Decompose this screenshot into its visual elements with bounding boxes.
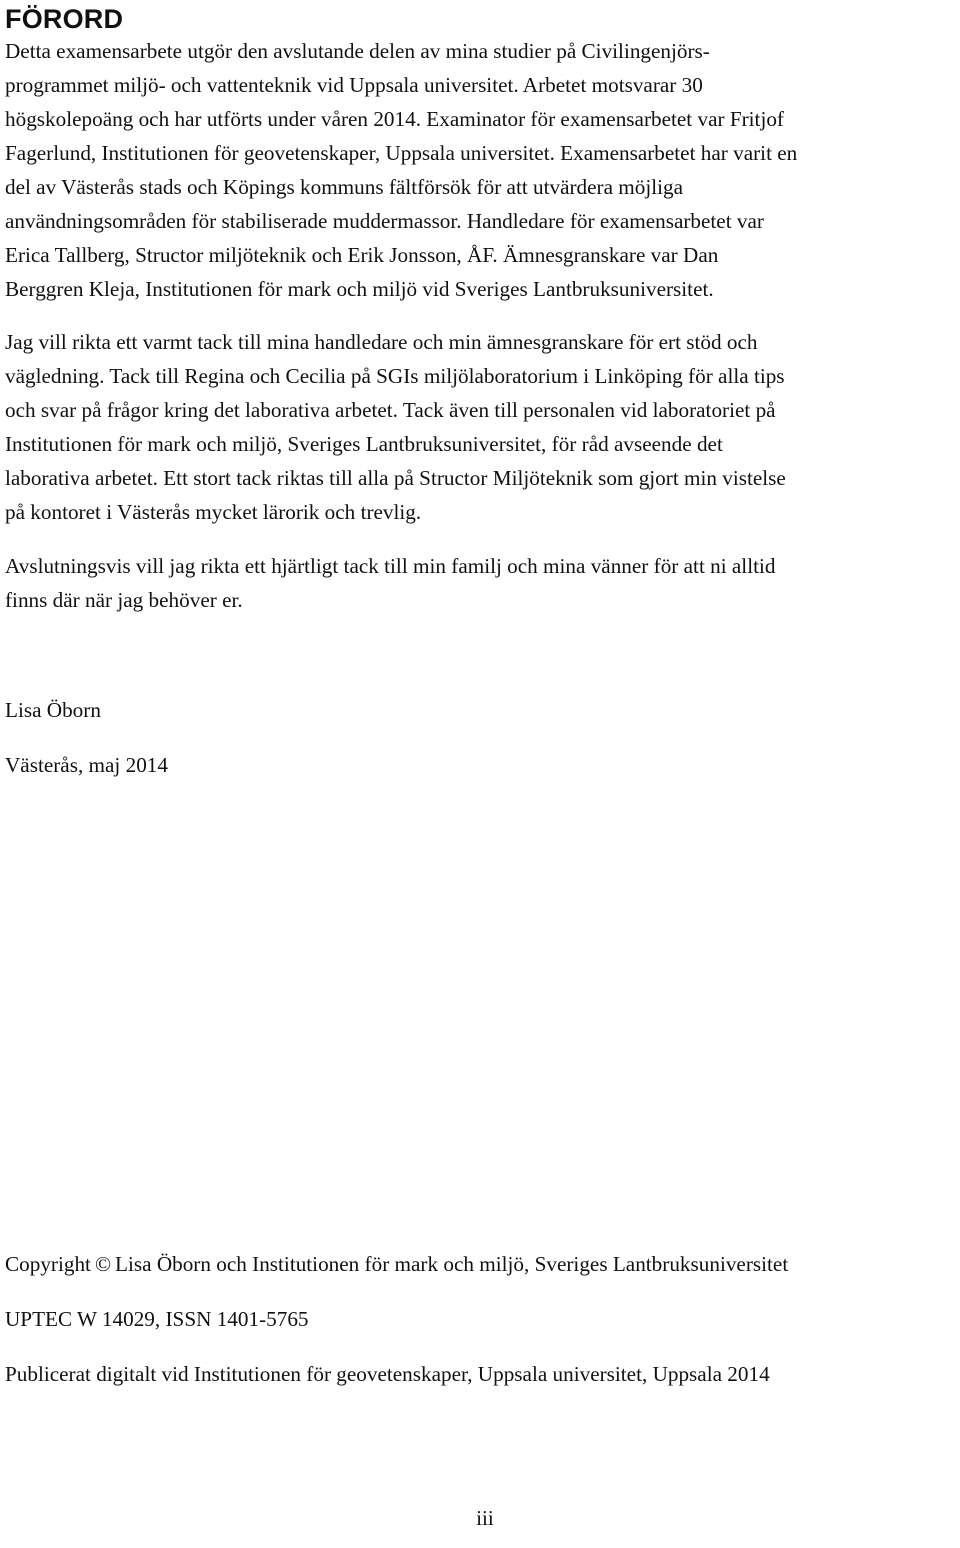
paragraph-line: på kontoret i Västerås mycket lärorik och trevlig. <box>5 500 422 524</box>
paragraph-line: Institutionen för mark och miljö, Sveriges Lantbruksuniversitet, för råd avseende det <box>5 432 723 456</box>
paragraph-line: Berggren Kleja, Institutionen för mark och miljö vid Sveriges Lantbruksuniversitet. <box>5 277 714 301</box>
paragraph-line: Fagerlund, Institutionen för geovetenskaper, Uppsala universitet. Examensarbetet har varit en <box>5 141 798 165</box>
page-number: iii <box>476 1506 494 1530</box>
paragraph-line: programmet miljö- och vattenteknik vid Uppsala universitet. Arbetet motsvarar 30 <box>5 73 703 97</box>
paragraph-line: del av Västerås stads och Köpings kommuns fältförsök för att utvärdera möjliga <box>5 175 684 199</box>
paragraph-line: finns där när jag behöver er. <box>5 588 243 612</box>
paragraph-line: och svar på frågor kring det laborativa arbetet. Tack även till personalen vid laboratoriet på <box>5 398 776 422</box>
paragraph-line: Detta examensarbete utgör den avslutande delen av mina studier på Civilingenjörs- <box>5 39 710 63</box>
paragraph-line: högskolepoäng och har utförts under våren 2014. Examinator för examensarbetet var Fritjof <box>5 107 784 131</box>
place-date: Västerås, maj 2014 <box>5 753 168 777</box>
paragraph-intro <box>5 34 957 306</box>
author-name: Lisa Öborn <box>5 698 101 722</box>
copyright-icon: © <box>94 1252 112 1276</box>
copyright-holder: Lisa Öborn och Institutionen för mark och miljö, Sveriges Lantbruksuniversitet <box>115 1252 789 1276</box>
paragraph-line: laborativa arbetet. Ett stort tack riktas till alla på Structor Miljöteknik som gjort min vistelse <box>5 466 786 490</box>
paragraph-closing <box>5 549 957 617</box>
paragraph-line: Erica Tallberg, Structor miljöteknik och Erik Jonsson, ÅF. Ämnesgranskare var Dan <box>5 243 719 267</box>
paragraph-line: vägledning. Tack till Regina och Cecilia på SGIs miljölaboratorium i Linköping för alla tips <box>5 364 785 388</box>
paragraph-line: Jag vill rikta ett varmt tack till mina handledare och min ämnesgranskare för ert stöd och <box>5 330 758 354</box>
series-issn-line: UPTEC W 14029, ISSN 1401-5765 <box>5 1307 309 1331</box>
paragraph-thanks <box>5 325 957 529</box>
copyright-prefix: Copyright <box>5 1252 91 1276</box>
page-title: FÖRORD <box>5 4 124 34</box>
publication-line: Publicerat digitalt vid Institutionen för geovetenskaper, Uppsala universitet, Uppsala 2014 <box>5 1362 770 1386</box>
paragraph-line: Avslutningsvis vill jag rikta ett hjärtligt tack till min familj och mina vänner för att ni alltid <box>5 554 776 578</box>
copyright-line <box>5 1247 788 1281</box>
paragraph-line: användningsområden för stabiliserade muddermassor. Handledare för examensarbetet var <box>5 209 764 233</box>
